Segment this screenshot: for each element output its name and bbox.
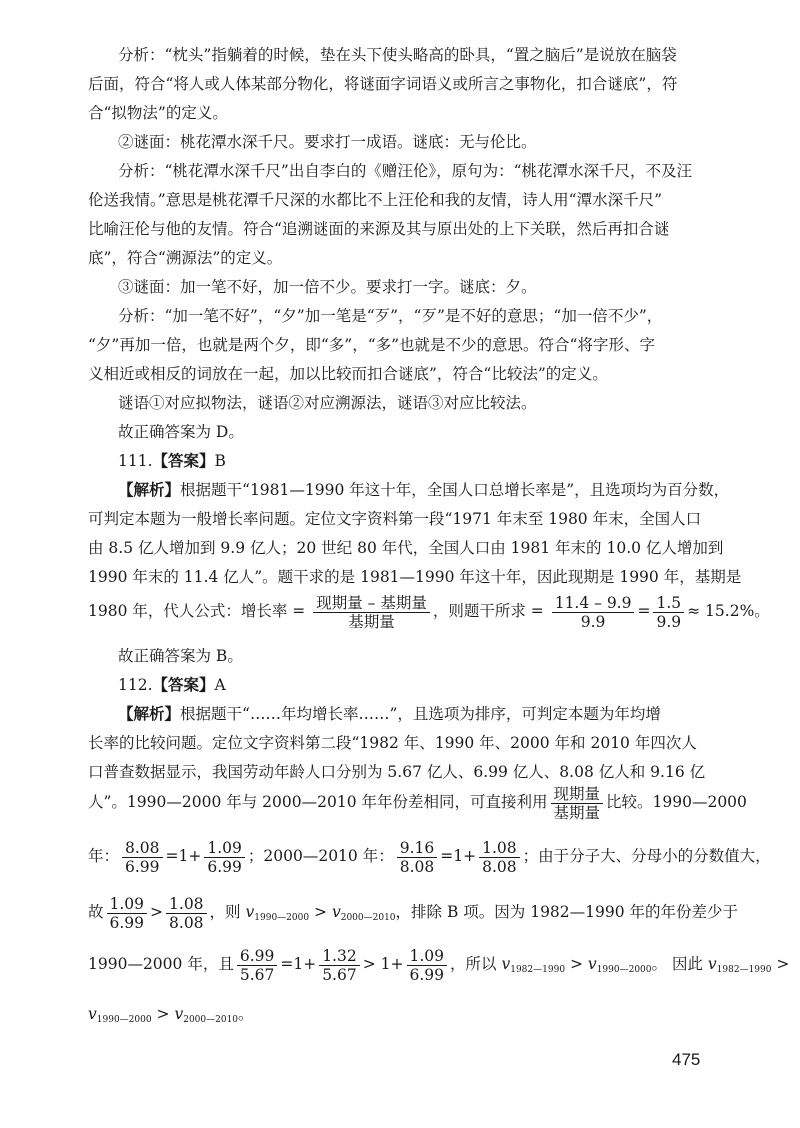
fraction-numerator: 1.09	[407, 947, 448, 966]
q111-result: ≈ 15.2%。	[687, 602, 770, 620]
fraction-numerator: 8.08	[122, 839, 163, 858]
equals-sign: =	[637, 602, 651, 620]
rate-variable: v	[331, 903, 341, 921]
q112-answer	[118, 674, 226, 696]
fraction-denominator: 5.67	[239, 965, 275, 984]
conclusion-d: 故正确答案为 D。	[118, 423, 244, 441]
equals-one-plus: =1+	[165, 847, 202, 865]
greater-than-sign: >	[569, 955, 583, 973]
q111-answer-value: B	[214, 452, 226, 470]
equals-one-plus: =1+	[280, 955, 317, 973]
q111-formula-intro: 1980 年，代人公式：增长率 =	[88, 602, 306, 620]
rate-subscript: 2000—2010	[340, 913, 396, 923]
fraction-numerator: 现期量 – 基期量	[313, 594, 430, 613]
q112-analysis-line-5	[88, 836, 771, 876]
rate-variable: v	[501, 955, 511, 973]
greater-than-sign: >	[156, 1005, 170, 1023]
q111-analysis-line-4: 1990 年末的 11.4 亿人”。题干求的是 1981—1990 年这十年，因此现期是 1990 年，基期是	[88, 568, 742, 586]
q111-number: 111.	[118, 452, 153, 470]
rate-subscript: 1982—1990	[716, 965, 772, 975]
q111-answer	[118, 450, 226, 472]
fraction-numerator: 1.08	[479, 839, 520, 858]
fraction-numerator: 1.09	[107, 895, 148, 914]
analysis-2-line-4: 底”，符合“溯源法”的定义。	[88, 249, 283, 267]
rate-variable: v	[587, 955, 597, 973]
fraction-numerator: 6.99	[237, 947, 278, 966]
q112-text-4b: 比较。1990—2000	[606, 793, 747, 811]
analysis-tag: 【解析】	[118, 705, 181, 723]
q112-answer-value: A	[214, 676, 226, 694]
fraction-1-32-5-67	[319, 947, 360, 984]
fraction-numerator: 11.4 – 9.9	[552, 594, 635, 613]
page-number: 475	[672, 1050, 701, 1069]
q112-analysis-line-1	[118, 703, 661, 725]
fraction-numerator: 1.09	[204, 839, 245, 858]
fraction-denominator: 6.99	[409, 965, 445, 984]
fraction-1-08-8-08	[166, 895, 207, 932]
fraction-9-16-8-08	[397, 839, 438, 876]
period: 。	[651, 955, 668, 973]
conclusion-b: 故正确答案为 B。	[118, 647, 243, 665]
fraction-numerator: 1.08	[166, 895, 207, 914]
calc-fraction-2	[653, 594, 684, 631]
fraction-1-09-6-99	[107, 895, 148, 932]
calc-fraction-1	[552, 594, 635, 631]
q112-text-6b: ，则	[209, 903, 241, 921]
riddle-2: ②谜面：桃花潭水深千尺。要求打一成语。谜底：无与伦比。	[118, 133, 537, 151]
q112-analysis-line-6	[88, 892, 738, 938]
greater-than-sign: >	[362, 955, 376, 973]
q112-text-7a: 1990—2000 年，且	[88, 955, 234, 973]
q112-text-5c: ；由于分子大、分母小的分数值大，	[522, 847, 771, 865]
fraction-numerator: 现期量	[551, 785, 604, 804]
rate-subscript: 1990—2000	[96, 1015, 152, 1025]
q111-formula-mid: ，则题干所求 =	[432, 602, 544, 620]
q112-text-6c: ，排除 B 项。因为 1982—1990 年的年份差少于	[395, 903, 739, 921]
answer-tag: 【答案】	[152, 452, 215, 470]
fraction-denominator: 6.99	[109, 913, 145, 932]
q112-text-1: 根据题干“……年均增长率……”，且选项为排序，可判定本题为年均增	[180, 705, 661, 723]
analysis-2-line-1: 分析：“桃花潭水深千尺”出自李白的《赠汪伦》，原句为：“桃花潭水深千尺，不及汪	[118, 162, 693, 180]
q112-analysis-line-8	[88, 1003, 254, 1031]
q112-analysis-line-3: 口普查数据显示，我国劳动年龄人口分别为 5.67 亿人、6.99 亿人、8.08 亿人和 9.16 亿	[88, 763, 706, 781]
answer-tag: 【答案】	[152, 676, 215, 694]
analysis-1-line-2: 后面，符合“将人或人体某部分物化，将谜面字词语义或所言之事物化，扣合谜底”，符	[88, 75, 678, 93]
q111-text-1: 根据题干“1981—1990 年这十年，全国人口总增长率是”，且选项均为百分数，	[180, 481, 730, 499]
q112-analysis-line-7	[88, 944, 789, 990]
q111-formula-line	[88, 591, 770, 631]
rate-subscript: 2000—2010	[183, 1015, 239, 1025]
q111-analysis-line-1	[118, 479, 729, 501]
rate-variable: v	[707, 955, 717, 973]
growth-rate-fraction	[313, 594, 430, 631]
rate-subscript: 1990—2000	[254, 913, 310, 923]
rate-subscript: 1982—1990	[510, 965, 566, 975]
greater-than-sign: >	[776, 955, 790, 973]
analysis-2-line-2: 伦送我情。”意思是桃花潭千尺深的水都比不上汪伦和我的友情，诗人用“潭水深千尺”	[88, 191, 663, 209]
fraction-denominator: 8.08	[169, 913, 204, 932]
ratio-fraction	[551, 785, 604, 822]
q112-text-5a: 年：	[88, 847, 120, 865]
q112-text-7b: ，所以	[450, 955, 497, 973]
q112-number: 112.	[118, 676, 153, 694]
q112-analysis-line-4	[88, 782, 747, 822]
q112-text-7c: 因此	[671, 955, 703, 973]
rate-variable: v	[174, 1005, 184, 1023]
rate-variable: v	[88, 1005, 97, 1023]
rate-subscript: 1990—2000	[596, 965, 652, 975]
fraction-1-09-6-99	[204, 839, 245, 876]
q112-analysis-line-2: 长率的比较问题。定位文字资料第二段“1982 年、1990 年、2000 年和 2010 年四次人	[88, 734, 697, 752]
fraction-denominator: 9.9	[656, 612, 682, 631]
fraction-1-09-6-99	[407, 947, 448, 984]
equals-one-plus: =1+	[440, 847, 477, 865]
analysis-3-line-2: “夕”再加一倍，也就是两个夕，即“多”，“多”也就是不少的意思。符合“将字形、字	[88, 336, 655, 354]
fraction-denominator: 6.99	[207, 857, 242, 876]
q111-analysis-line-3: 由 8.5 亿人增加到 9.9 亿人；20 世纪 80 年代，全国人口由 1981 年末的 10.0 亿人增加到	[88, 539, 724, 557]
q112-text-4a: 人”。1990—2000 年与 2000—2010 年年份差相同，可直接利用	[88, 793, 548, 811]
greater-than-sign: >	[314, 903, 328, 921]
q112-text-5b: ；2000—2010 年：	[247, 847, 394, 865]
fraction-numerator: 1.5	[653, 594, 684, 613]
fraction-denominator: 8.08	[482, 857, 517, 876]
greater-than-sign: >	[150, 903, 164, 921]
q112-text-6a: 故	[88, 903, 104, 921]
fraction-numerator: 1.32	[319, 947, 360, 966]
fraction-denominator: 6.99	[125, 857, 160, 876]
fraction-numerator: 9.16	[397, 839, 438, 858]
fraction-denominator: 8.08	[399, 857, 435, 876]
fraction-denominator: 基期量	[348, 612, 395, 631]
riddle-3: ③谜面：加一笔不好，加一倍不少。要求打一字。谜底：夕。	[118, 278, 537, 296]
fraction-denominator: 基期量	[553, 803, 601, 822]
analysis-2-line-3: 比喻汪伦与他的友情。符合“追溯谜面的来源及其与原出处的上下关联，然后再扣合谜	[88, 220, 670, 238]
fraction-8-08-6-99	[122, 839, 163, 876]
analysis-3-line-3: 义相近或相反的词放在一起，加以比较而扣合谜底”，符合“比较法”的定义。	[88, 365, 608, 383]
fraction-6-99-5-67	[237, 947, 278, 984]
rate-variable: v	[245, 903, 255, 921]
analysis-tag: 【解析】	[118, 481, 181, 499]
fraction-denominator: 5.67	[322, 965, 357, 984]
analysis-1-line-3: 合“拟物法”的定义。	[88, 104, 228, 122]
fraction-1-08-8-08	[479, 839, 520, 876]
analysis-3-line-1: 分析：“加一笔不好”，“夕”加一笔是“歹”，“歹”是不好的意思；“加一倍不少”，	[118, 307, 663, 325]
one-plus: 1+	[380, 955, 404, 973]
fraction-denominator: 9.9	[580, 612, 606, 631]
summary: 谜语①对应拟物法，谜语②对应溯源法，谜语③对应比较法。	[118, 394, 537, 412]
period: 。	[238, 1005, 254, 1023]
q111-analysis-line-2: 可判定本题为一般增长率问题。定位文字资料第一段“1971 年末至 1980 年末，全国人口	[88, 510, 702, 528]
analysis-1-line-1: 分析：“枕头”指躺着的时候，垫在头下使头略高的卧具，“置之脑后”是说放在脑袋	[118, 46, 677, 64]
